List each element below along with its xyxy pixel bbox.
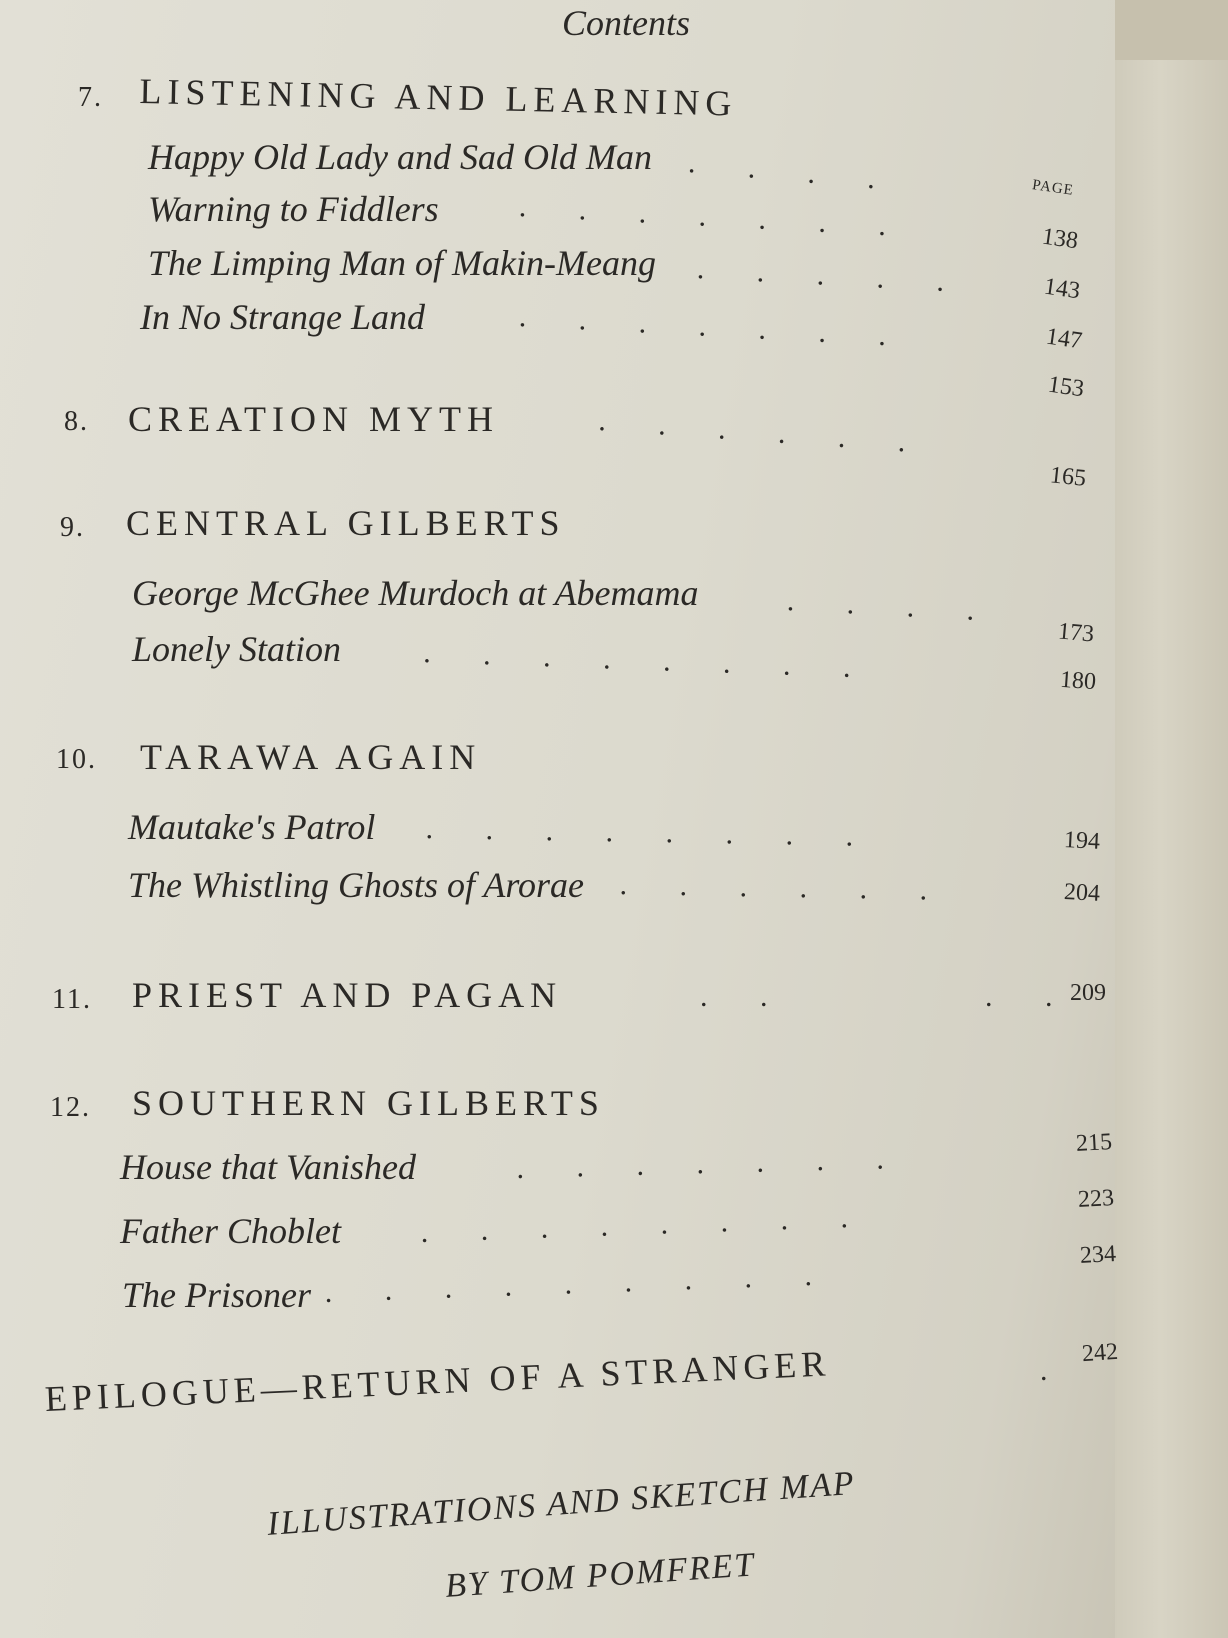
toc-entry-title: In No Strange Land: [140, 297, 426, 337]
toc-entry-title: The Limping Man of Makin-Meang: [148, 243, 656, 283]
chapter-number-9: 9.: [60, 512, 85, 543]
epilogue-title: EPILOGUE—RETURN OF A STRANGER: [44, 1343, 832, 1419]
chapter-title-12: SOUTHERN GILBERTS: [132, 1083, 605, 1123]
adjacent-page-edge: [1115, 60, 1228, 1638]
chapter-title-11: PRIEST AND PAGAN: [132, 975, 563, 1015]
chapter-title-10: TARAWA AGAIN: [140, 737, 482, 777]
chapter-page-11: 209: [1070, 980, 1106, 1006]
toc-entry-page: 143: [1042, 273, 1082, 305]
dot-leader: . . . . . . . . .: [324, 1258, 813, 1309]
toc-entry-page: 138: [1040, 223, 1080, 255]
toc-entry-title: The Whistling Ghosts of Arorae: [128, 865, 585, 905]
dot-leader: . . . . . . . .: [422, 636, 852, 684]
toc-entry-page: 153: [1046, 371, 1086, 403]
dot-leader: . . . . . .: [597, 404, 907, 459]
toc-entry-page: 223: [1077, 1185, 1115, 1213]
illustrations-credit-line-1: ILLUSTRATIONS AND SKETCH MAP: [266, 1464, 857, 1543]
page-column-label: PAGE: [1031, 177, 1075, 199]
chapter-title-8: CREATION MYTH: [128, 399, 499, 439]
dot-leader: . . . . . .: [619, 868, 928, 907]
dot-leader: .: [1040, 1354, 1048, 1387]
toc-entry-page: 173: [1056, 618, 1096, 648]
dot-leader: . . . . . . .: [518, 190, 887, 243]
chapter-title-7: LISTENING AND LEARNING: [139, 70, 738, 124]
toc-entry-title: Happy Old Lady and Sad Old Man: [148, 137, 652, 177]
dot-leader: . . . .: [687, 146, 877, 196]
toc-entry-title: Father Choblet: [120, 1211, 341, 1251]
dot-leader: . . . .: [786, 584, 976, 627]
toc-entry-page: 180: [1059, 666, 1097, 696]
toc-entry-title: House that Vanished: [120, 1147, 416, 1187]
chapter-number-11: 11.: [52, 984, 92, 1015]
dot-leader: . . . .: [700, 980, 1053, 1013]
dot-leader: . . . . . . .: [516, 1142, 885, 1185]
chapter-title-9: CENTRAL GILBERTS: [126, 503, 566, 543]
chapter-number-7: 7.: [78, 82, 103, 113]
epilogue-page: 242: [1081, 1338, 1119, 1368]
toc-entry-page: 194: [1063, 827, 1101, 855]
toc-entry-page: 204: [1063, 879, 1101, 907]
dot-leader: . . . . . . .: [518, 300, 887, 353]
illustrations-credit-line-2: BY TOM POMFRET: [444, 1546, 757, 1605]
toc-entry-page: 234: [1079, 1241, 1117, 1269]
chapter-number-12: 12.: [50, 1092, 91, 1123]
chapter-number-10: 10.: [56, 744, 97, 775]
running-head: Contents: [562, 3, 691, 43]
toc-entry-page: 147: [1044, 323, 1084, 355]
dot-leader: . . . . .: [696, 252, 946, 298]
dot-leader: . . . . . . . .: [420, 1201, 849, 1249]
toc-entry-title: Mautake's Patrol: [128, 807, 376, 847]
dot-leader: . . . . . . . .: [425, 812, 854, 853]
chapter-number-8: 8.: [64, 406, 89, 437]
toc-entry-title: George McGhee Murdoch at Abemama: [132, 573, 699, 613]
toc-entry-title: Lonely Station: [132, 629, 341, 669]
toc-entry-page: 215: [1075, 1129, 1113, 1157]
toc-entry-title: The Prisoner: [122, 1275, 311, 1315]
toc-entry-title: Warning to Fiddlers: [148, 189, 439, 229]
chapter-page-8: 165: [1048, 462, 1088, 492]
